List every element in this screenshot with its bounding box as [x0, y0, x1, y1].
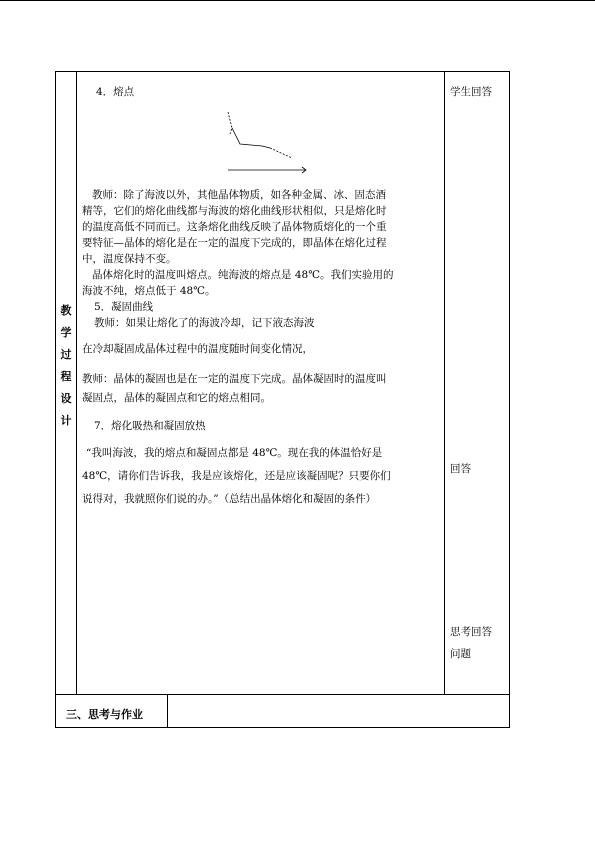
quote-line: 说得对，我就照你们说的办。”（总结出晶体熔化和凝固的条件）	[82, 493, 377, 505]
melting-point-line: 海波不纯，熔点低于 48℃。	[82, 285, 216, 297]
answer-label: 回答	[450, 463, 471, 475]
row-divider	[55, 694, 510, 695]
teacher-para1-line: 教师：除了海波以外，其他晶体物质，如各种金属、冰、固态酒	[92, 189, 386, 201]
solidify-line: 教师：晶体的凝固也是在一定的温度下完成。晶体凝固时的温度叫	[82, 373, 387, 385]
item5-teacher: 教师：如果让熔化了的海波冷却，记下液态海波	[94, 317, 315, 329]
side-column-divider	[76, 71, 77, 695]
section-char: 计	[60, 414, 72, 427]
student-answer-label: 学生回答	[450, 86, 492, 98]
quote-line: “我叫海波，我的熔点和凝固点都是 48℃。现在我的体温恰好是	[86, 447, 383, 459]
curve-plateau	[232, 128, 270, 148]
teacher-para1-line: 要特征—晶体的熔化是在一定的温度下完成的，即晶体在熔化过程	[82, 237, 387, 249]
homework-label: 三、思考与作业	[66, 708, 143, 721]
teacher-para1-line: 中，温度保持不变。	[82, 253, 177, 265]
curve-rise	[228, 112, 232, 134]
quote-line: 48℃，请你们告诉我，我是应该熔化，还是应该凝固呢？只要你们	[82, 470, 391, 482]
item4-heading: 4．熔点	[96, 86, 135, 98]
item7-heading: 7．熔化吸热和凝固放热	[94, 420, 206, 432]
section-char: 教	[60, 304, 72, 317]
footer-divider	[167, 694, 168, 728]
item5-heading: 5．凝固曲线	[94, 301, 154, 313]
solidify-line: 凝固点，晶体的凝固点和它的熔点相同。	[82, 392, 271, 404]
teacher-para1-line: 精等，它们的熔化曲线都与海波的熔化曲线形状相似，只是熔化时	[82, 205, 387, 217]
cooling-line: 在冷却凝固成晶体过程中的温度随时间变化情况，	[82, 343, 313, 355]
teacher-para1-line: 的温度高低不同而已。这条熔化曲线反映了晶体物质熔化的一个重	[82, 221, 387, 233]
section-char: 过	[60, 348, 72, 361]
think-answer-label: 思考回答	[450, 626, 492, 638]
melting-point-line: 晶体熔化时的温度叫熔点。纯海波的熔点是 48℃。我们实验用的	[92, 269, 394, 281]
section-title-vertical	[56, 300, 76, 432]
melting-curve-sketch	[222, 108, 312, 174]
section-char: 学	[60, 326, 72, 339]
right-column-divider	[444, 71, 445, 695]
curve-fall	[270, 148, 292, 158]
think-answer-label-2: 问题	[450, 648, 471, 660]
top-rule	[0, 0, 595, 1]
section-char: 设	[60, 392, 72, 405]
section-char: 程	[60, 370, 72, 383]
